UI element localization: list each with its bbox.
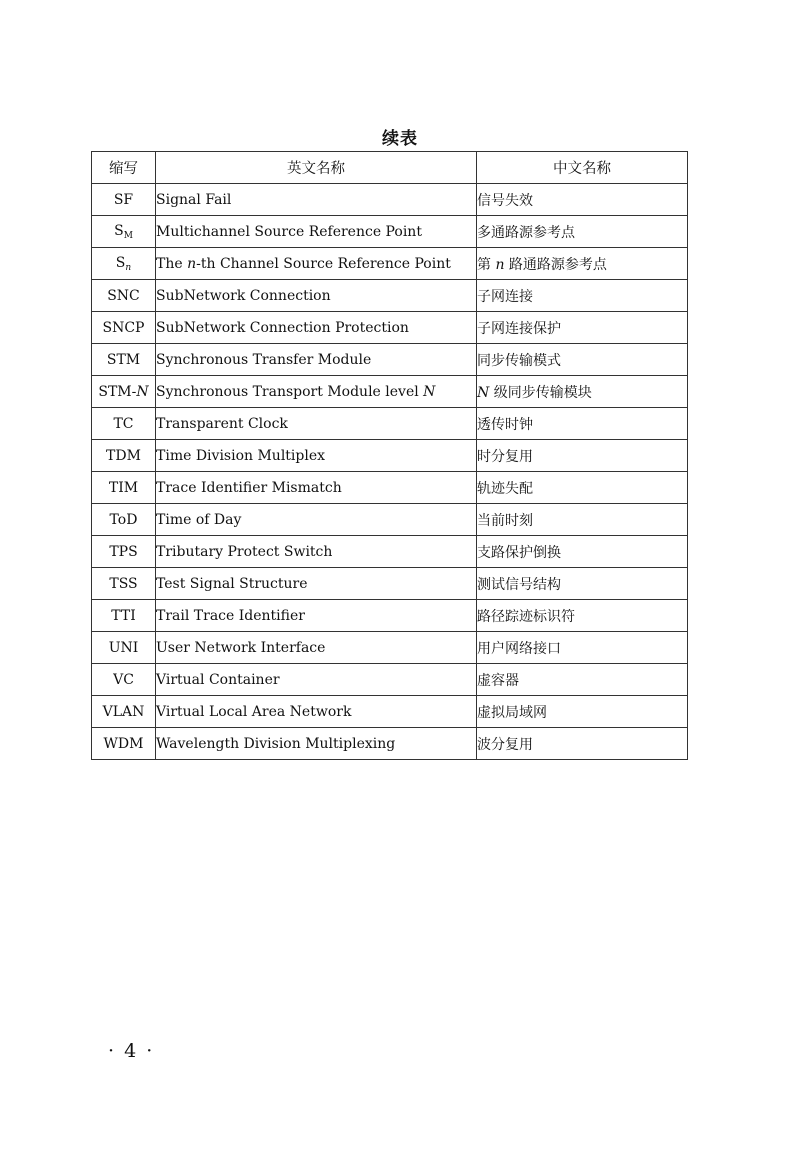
table-row <box>92 248 688 280</box>
chinese-name-cell: N 级同步传输模块 <box>477 376 688 408</box>
english-name-cell: Trace Identifier Mismatch <box>156 472 477 504</box>
table-row <box>92 664 688 696</box>
english-name-cell: Test Signal Structure <box>156 568 477 600</box>
english-name-cell: Time Division Multiplex <box>156 440 477 472</box>
abbreviation-cell: UNI <box>92 632 156 664</box>
table-row <box>92 280 688 312</box>
english-name-cell: Tributary Protect Switch <box>156 536 477 568</box>
english-name-cell: Trail Trace Identifier <box>156 600 477 632</box>
table-row <box>92 536 688 568</box>
english-name-cell: Multichannel Source Reference Point <box>156 216 477 248</box>
chinese-name-cell: 第 n 路通路源参考点 <box>477 248 688 280</box>
abbreviation-cell: SNC <box>92 280 156 312</box>
english-name-cell: Virtual Local Area Network <box>156 696 477 728</box>
table-row <box>92 184 688 216</box>
table-row <box>92 696 688 728</box>
table-row <box>92 568 688 600</box>
abbreviation-cell: TC <box>92 408 156 440</box>
chinese-name-cell: 当前时刻 <box>477 504 688 536</box>
chinese-name-cell: 波分复用 <box>477 728 688 760</box>
table-row <box>92 440 688 472</box>
english-name-cell: SubNetwork Connection Protection <box>156 312 477 344</box>
table-row <box>92 632 688 664</box>
table-row <box>92 312 688 344</box>
abbreviation-cell: TSS <box>92 568 156 600</box>
table-row <box>92 344 688 376</box>
chinese-name-cell: 用户网络接口 <box>477 632 688 664</box>
chinese-name-cell: 虚拟局域网 <box>477 696 688 728</box>
english-name-cell: Virtual Container <box>156 664 477 696</box>
english-name-cell: Signal Fail <box>156 184 477 216</box>
abbreviation-cell: SF <box>92 184 156 216</box>
english-name-cell: Synchronous Transfer Module <box>156 344 477 376</box>
chinese-name-cell: 路径踪迹标识符 <box>477 600 688 632</box>
header-abbreviation: 缩写 <box>92 152 156 184</box>
chinese-name-cell: 轨迹失配 <box>477 472 688 504</box>
chinese-name-cell: 同步传输模式 <box>477 344 688 376</box>
abbreviation-cell: VC <box>92 664 156 696</box>
english-name-cell: Synchronous Transport Module level N <box>156 376 477 408</box>
chinese-name-cell: 透传时钟 <box>477 408 688 440</box>
abbreviation-cell: SNCP <box>92 312 156 344</box>
table-row <box>92 600 688 632</box>
table-header <box>92 152 688 184</box>
abbreviation-cell: VLAN <box>92 696 156 728</box>
table-row <box>92 216 688 248</box>
chinese-name-cell: 虚容器 <box>477 664 688 696</box>
chinese-name-cell: 子网连接保护 <box>477 312 688 344</box>
abbreviation-cell: WDM <box>92 728 156 760</box>
english-name-cell: Time of Day <box>156 504 477 536</box>
english-name-cell: Wavelength Division Multiplexing <box>156 728 477 760</box>
abbreviation-cell: STM-N <box>92 376 156 408</box>
page-number: · 4 · <box>108 1040 155 1062</box>
abbreviation-cell: TPS <box>92 536 156 568</box>
chinese-name-cell: 信号失效 <box>477 184 688 216</box>
chinese-name-cell: 子网连接 <box>477 280 688 312</box>
table-row <box>92 408 688 440</box>
table-caption: 续表 <box>382 129 418 149</box>
table-row <box>92 504 688 536</box>
chinese-name-cell: 支路保护倒换 <box>477 536 688 568</box>
abbreviation-cell: TDM <box>92 440 156 472</box>
english-name-cell: The n-th Channel Source Reference Point <box>156 248 477 280</box>
abbreviation-cell: $S_M$ <box>92 216 156 248</box>
chinese-name-cell: 多通路源参考点 <box>477 216 688 248</box>
english-name-cell: SubNetwork Connection <box>156 280 477 312</box>
abbreviation-cell: ToD <box>92 504 156 536</box>
english-name-cell: Transparent Clock <box>156 408 477 440</box>
table-body <box>92 184 688 760</box>
header-chinese-name: 中文名称 <box>477 152 688 184</box>
table-row <box>92 728 688 760</box>
header-english-name: 英文名称 <box>156 152 477 184</box>
chinese-name-cell: 测试信号结构 <box>477 568 688 600</box>
english-name-cell: User Network Interface <box>156 632 477 664</box>
abbreviation-cell: TIM <box>92 472 156 504</box>
chinese-name-cell: 时分复用 <box>477 440 688 472</box>
header-row <box>92 152 688 184</box>
table-row <box>92 472 688 504</box>
abbreviation-cell: $S_n$ <box>92 248 156 280</box>
abbreviation-table <box>91 151 688 760</box>
abbreviation-cell: STM <box>92 344 156 376</box>
table-row <box>92 376 688 408</box>
abbreviation-cell: TTI <box>92 600 156 632</box>
